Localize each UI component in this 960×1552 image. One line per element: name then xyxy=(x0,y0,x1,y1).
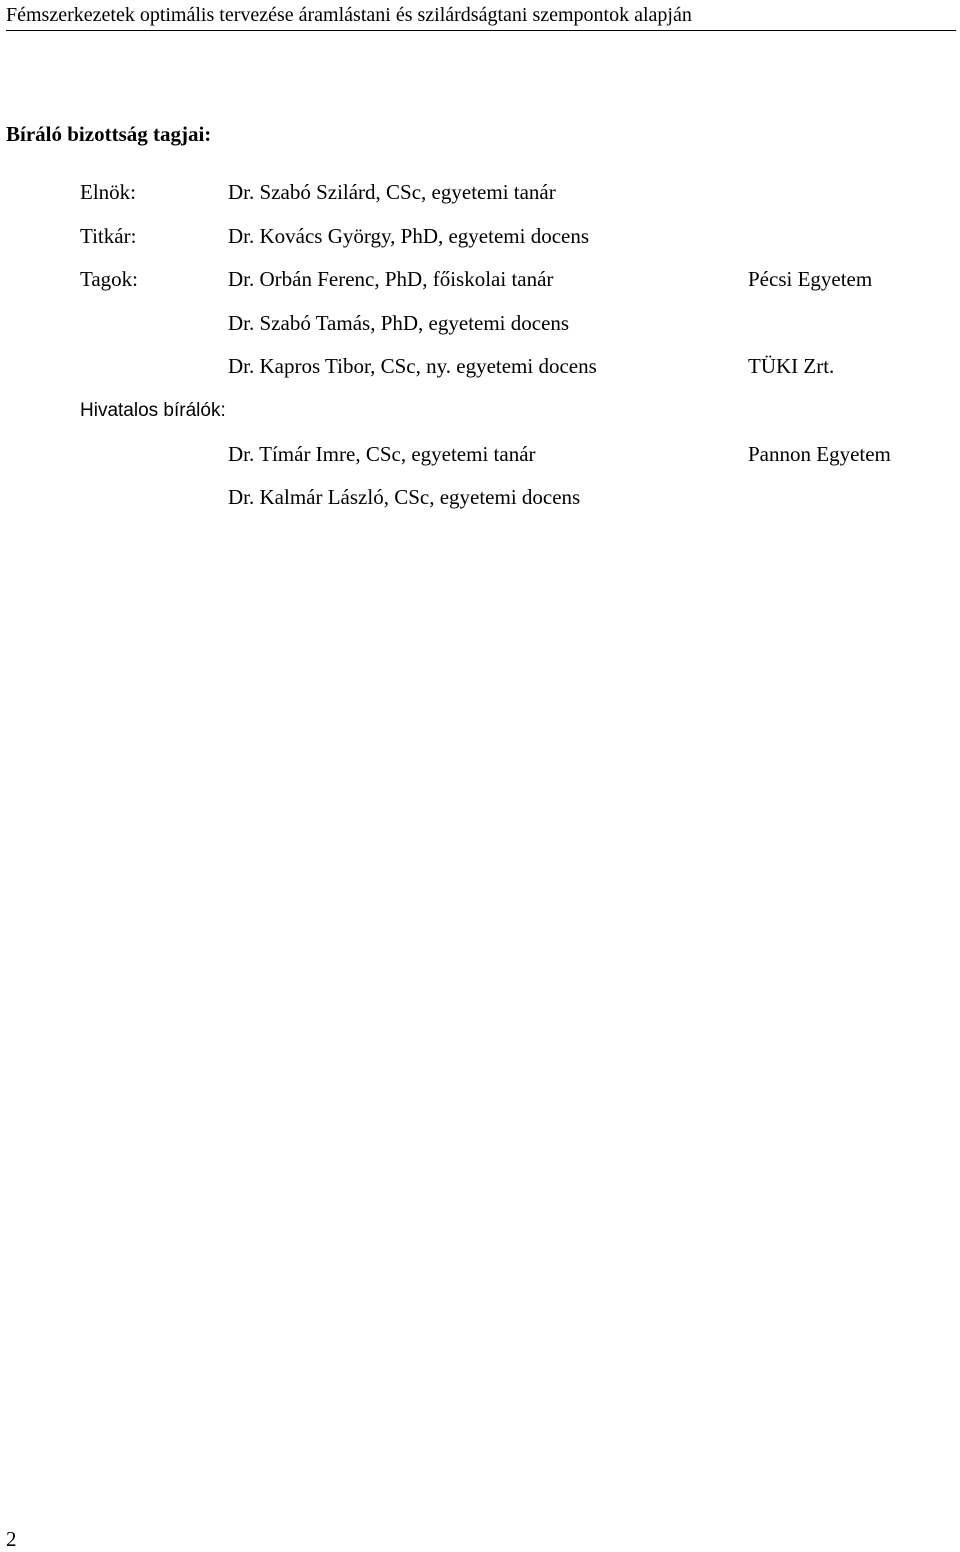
reviewer-institution: Pannon Egyetem xyxy=(748,442,891,466)
member-name: Dr. Szabó Tamás, PhD, egyetemi docens xyxy=(228,311,570,335)
reviewer-name: Dr. Kalmár László, CSc, egyetemi docens xyxy=(228,485,581,509)
secretary-label: Titkár: xyxy=(80,224,137,248)
section-heading: Bíráló bizottság tagjai: xyxy=(6,122,212,146)
page-number: 2 xyxy=(6,1527,17,1551)
members-label: Tagok: xyxy=(80,267,139,291)
member-name: Dr. Kapros Tibor, CSc, ny. egyetemi docens xyxy=(228,354,597,378)
running-header xyxy=(6,0,956,31)
member-name: Dr. Orbán Ferenc, PhD, főiskolai tanár xyxy=(228,267,554,291)
chair-name: Dr. Szabó Szilárd, CSc, egyetemi tanár xyxy=(228,180,556,204)
reviewers-label: Hivatalos bírálók: xyxy=(80,400,226,421)
secretary-name: Dr. Kovács György, PhD, egyetemi docens xyxy=(228,224,590,248)
chair-label: Elnök: xyxy=(80,180,136,204)
member-institution: Pécsi Egyetem xyxy=(748,267,873,291)
member-institution: TÜKI Zrt. xyxy=(748,354,835,378)
reviewer-name: Dr. Tímár Imre, CSc, egyetemi tanár xyxy=(228,442,536,466)
document-title: Fémszerkezetek optimális tervezése áramlástani és szilárdságtani szempontok alapján xyxy=(6,4,692,26)
